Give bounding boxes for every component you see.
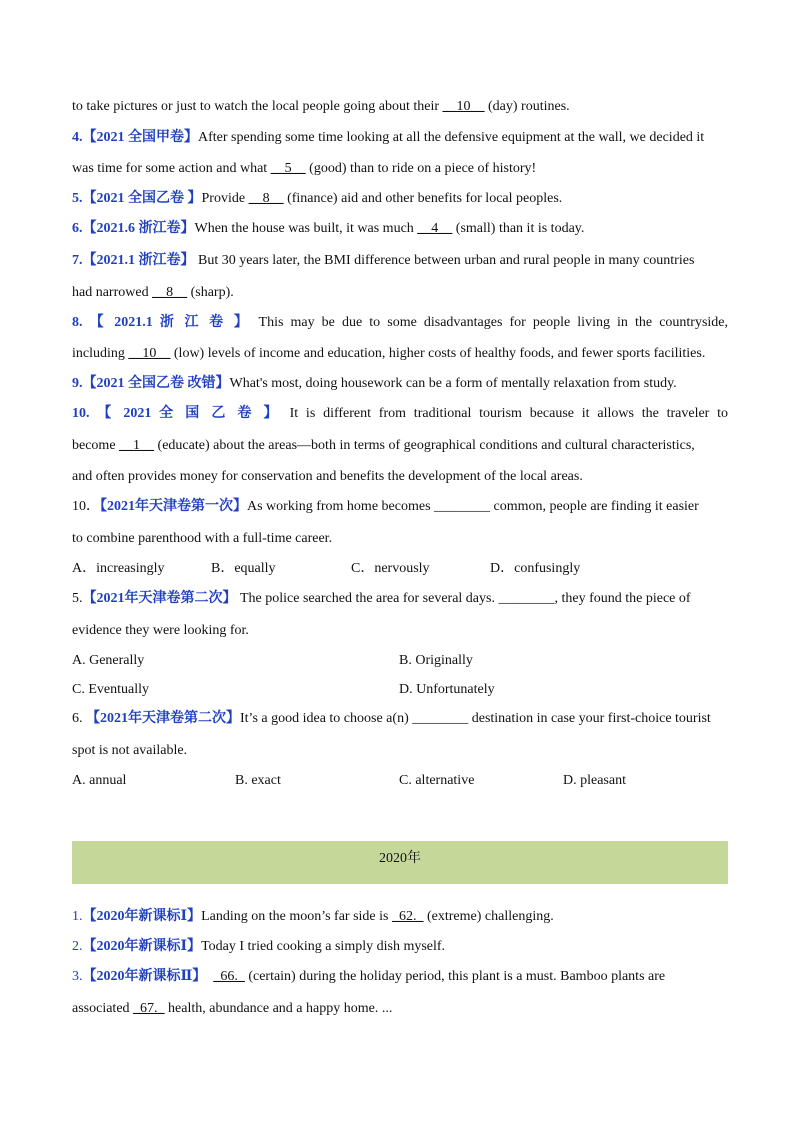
question-text: It’s a good idea to choose a(n) ________ destination in case your first-choice tourist [240, 711, 711, 726]
mc-question-10 [72, 498, 728, 516]
source-label: 【 2021 全 国 乙 卷 】 [97, 406, 282, 421]
question-text: As working from home becomes ________ common, people are finding it easier [247, 499, 699, 514]
question-number: 2. [72, 939, 83, 954]
text: (day) routines. [484, 99, 570, 114]
text-line [72, 98, 728, 116]
blank: __8__ [152, 285, 188, 300]
question-number: 1. [72, 909, 83, 924]
question-text: (sharp). [187, 285, 234, 300]
question-number: 10． [72, 499, 100, 514]
question-number: 4. [72, 130, 83, 145]
question-2020-1 [72, 908, 728, 926]
blank: _67._ [133, 1001, 165, 1016]
question-text: After spending some time looking at all the defensive equipment at the wall, we decided it [198, 130, 705, 145]
question-text: Today I tried cooking a simply dish myself. [201, 939, 446, 954]
source-label: 【2021.6 浙江卷】 [82, 221, 195, 236]
option-d: D．confusingly [490, 561, 581, 576]
mc-question-6-line2 [72, 742, 728, 760]
question-2020-2 [72, 938, 728, 956]
blank: _66._ [213, 969, 245, 984]
question-2020-3-line2 [72, 1000, 728, 1018]
question-text: to combine parenthood with a full-time career. [72, 531, 333, 546]
question-9 [72, 375, 728, 393]
source-label: 【2021 全国甲卷】 [82, 130, 198, 145]
mc-question-6 [72, 710, 728, 728]
blank: __10__ [128, 346, 171, 361]
question-text: Landing on the moon’s far side is [201, 909, 392, 924]
source-label: 【 2021.1 浙 江 卷 】 [89, 315, 252, 330]
option-b: B. exact [235, 773, 281, 788]
mc-question-10-line2 [72, 530, 728, 548]
source-label: 【2020年新课标Ⅰ】 [82, 939, 202, 954]
question-text: It is different from traditional tourism because it allows the traveler to [289, 406, 729, 421]
question-8 [72, 314, 728, 332]
section-banner [72, 841, 728, 884]
question-10-line2 [72, 437, 728, 455]
question-text: (small) than it is today. [452, 221, 585, 236]
option-d: D. Unfortunately [399, 682, 495, 697]
question-text: This may be due to some disadvantages for people living in the countryside, [258, 315, 729, 330]
option-c: C．nervously [351, 561, 430, 576]
question-text: What's most, doing housework can be a form of mentally relaxation from study. [229, 376, 677, 391]
text: to take pictures or just to watch the local people going about their [72, 99, 443, 114]
question-text: When the house was built, it was much [194, 221, 418, 236]
question-text: (certain) during the holiday period, this plant is a must. Bamboo plants are [244, 969, 666, 984]
option-c: C. alternative [399, 773, 475, 788]
option-c: C. Eventually [72, 682, 149, 697]
source-label: 【2021年天津卷第二次】 [86, 711, 240, 726]
question-text: associated [72, 1001, 134, 1016]
question-number: 5. [72, 591, 83, 606]
question-10 [72, 405, 728, 423]
question-number: 6. [72, 711, 86, 726]
question-text: (extreme) challenging. [423, 909, 554, 924]
section-title: 2020年 [379, 851, 421, 866]
option-a: A. annual [72, 773, 127, 788]
question-text: (educate) about the areas—both in terms of geographical conditions and cultural characteristics, [154, 438, 695, 453]
question-text: had narrowed [72, 285, 153, 300]
question-text: including [72, 346, 129, 361]
blank: __1__ [119, 438, 155, 453]
question-text: become [72, 438, 120, 453]
question-number: 3. [72, 969, 83, 984]
question-text: (low) levels of income and education, higher costs of healthy foods, and fewer sports facilities. [170, 346, 706, 361]
option-a: A. Generally [72, 653, 145, 668]
question-number: 10. [72, 406, 90, 421]
blank: __8__ [248, 191, 284, 206]
blank: _62._ [391, 909, 424, 924]
blank: __10__ [442, 99, 485, 114]
question-text: spot is not available. [72, 743, 188, 758]
question-text: But 30 years later, the BMI difference between urban and rural people in many countries [194, 253, 695, 268]
source-label: 【2020年新课标Ⅰ】 [82, 909, 202, 924]
question-number: 7. [72, 253, 83, 268]
question-2020-3 [72, 968, 728, 986]
question-8-line2 [72, 345, 728, 363]
question-number: 9. [72, 376, 83, 391]
blank: __4__ [417, 221, 453, 236]
option-b: B．equally [211, 561, 276, 576]
mc-question-5-line2 [72, 622, 728, 640]
question-text: health, abundance and a happy home. ... [164, 1001, 393, 1016]
question-text: Provide [201, 191, 249, 206]
source-label: 【2021.1 浙江卷】 [82, 253, 195, 268]
source-label: 【2020年新课标Ⅱ】 [82, 969, 207, 984]
source-label: 【2021 全国乙卷 】 [82, 191, 202, 206]
question-7-line2 [72, 284, 728, 302]
source-label: 【2021年天津卷第二次】 [82, 591, 237, 606]
question-text: evidence they were looking for. [72, 623, 249, 638]
mc-question-5 [72, 590, 728, 608]
question-10-line3 [72, 468, 728, 486]
question-text: was time for some action and what [72, 161, 271, 176]
question-7 [72, 252, 728, 270]
option-d: D. pleasant [563, 773, 626, 788]
blank: __5__ [270, 161, 306, 176]
source-label: 【2021年天津卷第一次】 [100, 499, 247, 514]
option-b: B. Originally [399, 653, 473, 668]
question-number: 8. [72, 315, 83, 330]
option-a: A．increasingly [72, 561, 165, 576]
question-number: 6. [72, 221, 83, 236]
question-6 [72, 220, 728, 238]
question-text: (finance) aid and other benefits for local peoples. [283, 191, 563, 206]
question-text: The police searched the area for several days. ________, they found the piece of [236, 591, 691, 606]
question-number: 5. [72, 191, 83, 206]
question-text: and often provides money for conservation and benefits the development of the local areas. [72, 469, 583, 484]
source-label: 【2021 全国乙卷 改错】 [82, 376, 230, 391]
question-4 [72, 129, 728, 147]
question-4-line2 [72, 160, 728, 178]
question-text: (good) than to ride on a piece of history! [305, 161, 537, 176]
question-5 [72, 190, 728, 208]
